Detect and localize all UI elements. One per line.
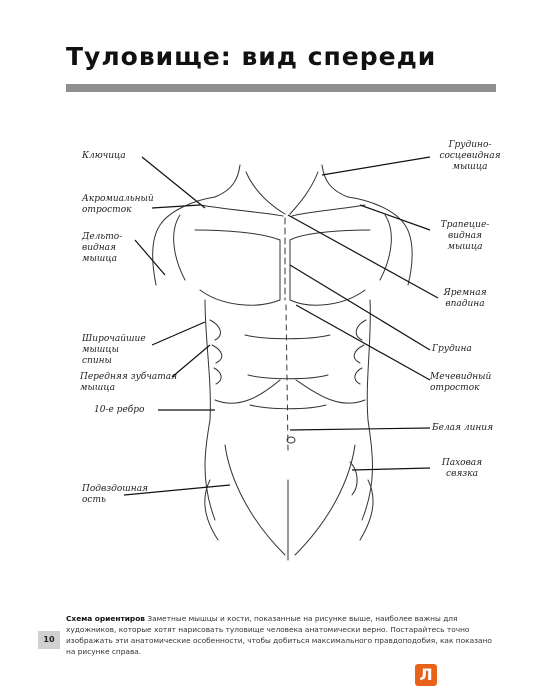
page-title: Туловище: вид спереди bbox=[66, 42, 437, 71]
caption-text: Заметные мышцы и кости, показанные на рисунке выше, наиболее важны для художников, которые хотят нарисовать туловище человека анатомически верно. Постарайтесь точно изображать эти анатомические особенности, чтобы добиться максимального правдоподобия, как показано на рисунке справа. bbox=[66, 614, 492, 656]
label-deltovidnaya: Дельто- видная мышца bbox=[82, 232, 123, 264]
iliac-left bbox=[225, 445, 285, 555]
leader-mechevidny bbox=[296, 305, 430, 380]
label-mechevidny: Мечевидный отросток bbox=[430, 372, 492, 393]
label-grudino: Грудино- сосцевидная мышца bbox=[439, 140, 501, 172]
page-number: 10 bbox=[38, 631, 60, 649]
label-grudina: Грудина bbox=[432, 344, 472, 354]
leader-shirochaishie bbox=[152, 322, 205, 345]
shoulder-right bbox=[348, 197, 412, 285]
publisher-logo: Л bbox=[415, 664, 437, 686]
clavicle-left bbox=[200, 205, 283, 216]
caption bbox=[66, 613, 496, 657]
leader-grudino bbox=[322, 157, 430, 175]
label-belaya-liniya: Белая линия bbox=[432, 423, 494, 433]
sternomastoid-right bbox=[290, 172, 318, 214]
leader-yaremnaya bbox=[288, 215, 438, 298]
leader-deltovidnaya bbox=[135, 240, 165, 275]
clavicle-right bbox=[292, 205, 365, 216]
inguinal-right bbox=[350, 462, 357, 495]
leader-perednyaya bbox=[172, 345, 210, 377]
leader-belaya bbox=[290, 428, 430, 430]
hip-right bbox=[360, 480, 373, 540]
deltoid-left bbox=[174, 215, 185, 280]
label-shirochaishie: Широчайшие мышцы спины bbox=[82, 334, 146, 366]
caption-lead: Схема ориентиров bbox=[66, 614, 145, 623]
label-akromialny: Акромиальный отросток bbox=[82, 194, 154, 215]
label-perednyaya-zubchataya: Передняя зубчатая мышца bbox=[80, 372, 178, 393]
pectoral-right bbox=[290, 230, 370, 305]
rib-right bbox=[296, 380, 365, 403]
serratus-right bbox=[354, 320, 366, 384]
leader-pakhovaya bbox=[352, 468, 430, 470]
abs-upper bbox=[245, 335, 330, 339]
pectoral-left bbox=[195, 230, 280, 305]
leader-trapetsie bbox=[360, 205, 430, 230]
label-yaremnaya: Яремная впадина bbox=[443, 288, 487, 309]
deltoid-right bbox=[380, 215, 391, 280]
rib-left bbox=[215, 380, 280, 403]
label-trapetsie: Трапецие- видная мышца bbox=[440, 220, 490, 252]
label-podvzdoshnaya: Подвздошная ость bbox=[82, 484, 149, 505]
label-klyuchitsa: Ключица bbox=[82, 151, 126, 161]
leader-grudina bbox=[290, 265, 430, 350]
serratus-left bbox=[210, 320, 222, 384]
sternomastoid-left bbox=[246, 172, 285, 214]
linea-alba bbox=[286, 305, 288, 450]
label-pakhovaya: Паховая связка bbox=[441, 458, 483, 479]
iliac-right bbox=[295, 445, 355, 555]
neck-left-line bbox=[215, 165, 240, 197]
leader-akromialny bbox=[152, 205, 200, 208]
abs-mid bbox=[248, 375, 328, 379]
label-rebro-10: 10-е ребро bbox=[94, 405, 145, 415]
abs-low bbox=[250, 405, 326, 409]
neck-right-line bbox=[322, 165, 348, 197]
